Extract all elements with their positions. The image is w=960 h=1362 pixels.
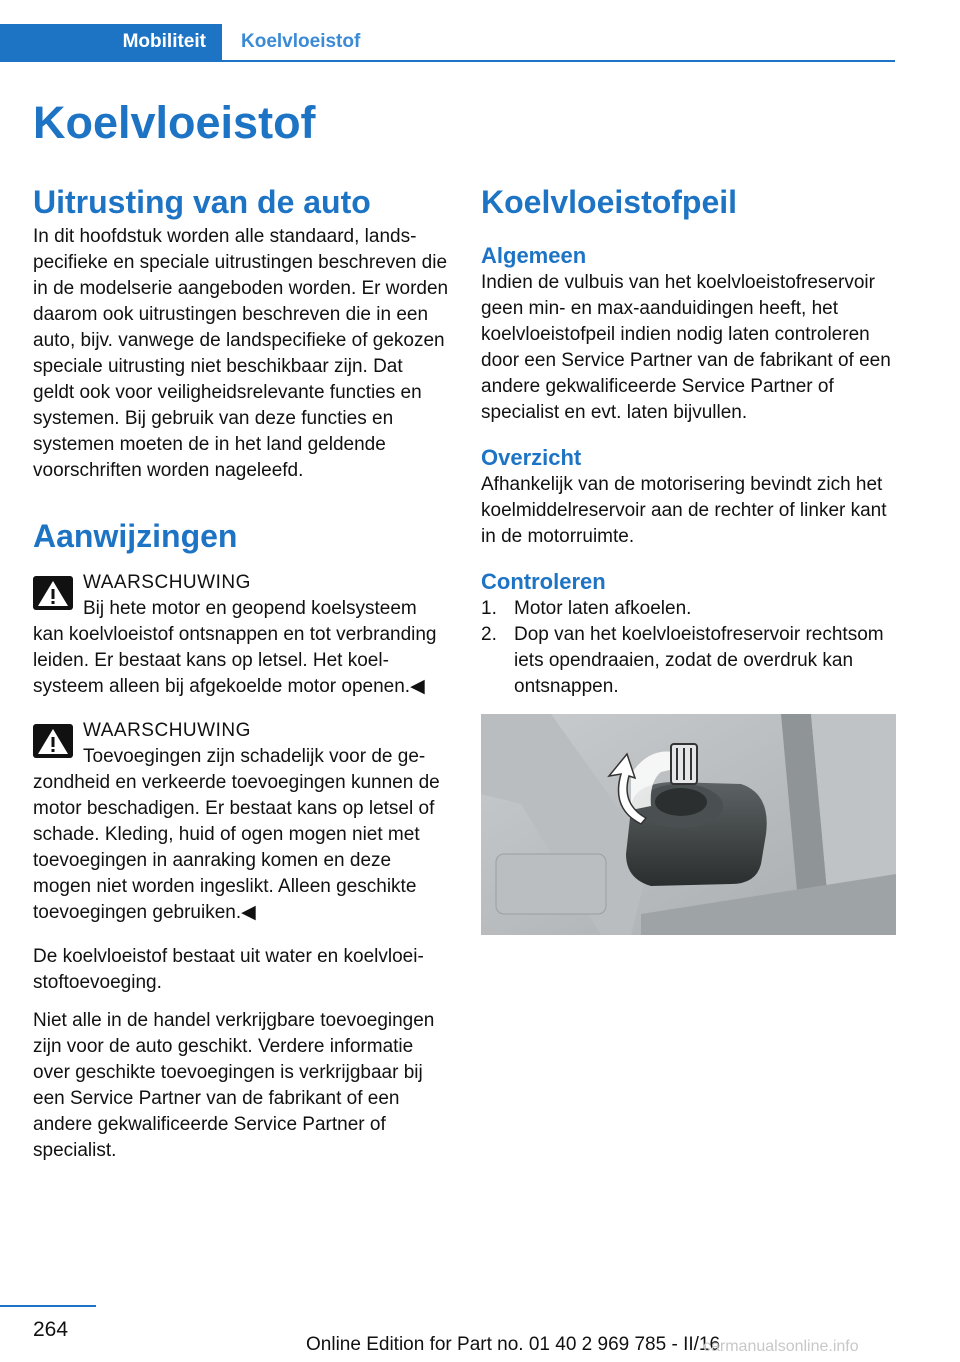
equipment-text: In dit hoofdstuk worden alle standaard, landspecifieke en speciale uitrustingen beschreven die in de modelserie aangeboden worden. Er worden daarom ook uitrustingen beschreven die in een auto, bijv. vanwege de landspecifieke of gekozen speciale uitrusting niet beschikbaar zijn. Dat geldt ook voor veiligheidsrelevante functies en systemen. Bij gebruik van deze functies en systemen moeten de in het land geldende voorschriften worden nageleefd.: [33, 226, 449, 481]
equipment-heading: Uitrusting van de auto: [33, 184, 371, 220]
page-number: 264: [33, 1318, 69, 1341]
general-heading: Algemeen: [481, 243, 587, 268]
step-number: 2.: [481, 624, 497, 645]
current-tab[interactable]: Koelvloeistof: [241, 31, 361, 52]
additives-info-text: Niet alle in de handel verkrijgbare toevoegingen zijn voor de auto geschikt. Verdere informatie over geschikte toevoegingen is verkrijgbaar bij een Service Partner van de fabrikant of een andere gekwalificeerde Service Partner of specialist.: [33, 1010, 435, 1161]
warning-triangle-icon: [33, 724, 73, 758]
coolant-reservoir-cap-illustration: [481, 714, 896, 935]
page-title: Koelvloeistof: [33, 97, 316, 148]
edition-label: Online Edition for Part no. 01 40 2 969 785 - II/16: [306, 1334, 721, 1355]
warning-text: Bij hete motor en geopend koelsysteem kan koelvloeistof ontsnappen en tot verbranding leiden. Er bestaat kans op letsel. Het koelsysteem alleen bij afgekoelde motor openen.◀: [33, 598, 437, 697]
check-steps: [481, 596, 897, 700]
overview-heading: Overzicht: [481, 445, 582, 470]
check-heading: Controleren: [481, 569, 606, 594]
right-column: [481, 180, 897, 935]
warning-text: Toevoegingen zijn schadelijk voor de gezondheid en verkeerde toevoegingen kunnen de motor beschadigen. Er bestaat kans op letsel of schade. Kleding, huid of ogen mogen niet met toevoegingen in aanraking komen en deze mogen niet worden ingeslikt. Alleen geschikte toevoegingen gebruiken.◀: [33, 746, 440, 923]
warning-title: WAARSCHUWING: [83, 720, 251, 741]
left-column: [33, 180, 449, 1164]
warning-block-2: [33, 718, 449, 926]
step-number: 1.: [481, 598, 497, 619]
general-text: Indien de vulbuis van het koelvloeistofreservoir geen min- en max-aanduidingen heeft, het koelvloeistofpeil indien nodig laten controleren door een Service Partner van de fabrikant of een andere gekwalificeerde Service Partner of specialist en evt. laten bijvullen.: [481, 272, 891, 423]
list-item: [481, 596, 897, 622]
list-item: [481, 622, 897, 700]
notes-heading: Aanwijzingen: [33, 518, 238, 554]
header-bar: [0, 24, 895, 62]
step-text: Dop van het koelvloeistofreservoir rechtsom iets opendraaien, zodat de overdruk kan ontsnappen.: [514, 624, 884, 697]
warning-block-1: [33, 570, 449, 700]
overview-text: Afhankelijk van de motorisering bevindt zich het koelmiddelreservoir aan de rechter of linker kant in de motorruimte.: [481, 474, 887, 547]
warning-triangle-icon: [33, 576, 73, 610]
level-heading: Koelvloeistofpeil: [481, 184, 738, 220]
coolant-composition-text: De koelvloeistof bestaat uit water en koelvloeistoftoevoeging.: [33, 946, 424, 993]
watermark: carmanualsonline.info: [703, 1338, 859, 1355]
footer-rule: [0, 1305, 96, 1307]
warning-title: WAARSCHUWING: [83, 572, 251, 593]
section-tab[interactable]: Mobiliteit: [0, 24, 222, 60]
step-text: Motor laten afkoelen.: [514, 598, 692, 619]
